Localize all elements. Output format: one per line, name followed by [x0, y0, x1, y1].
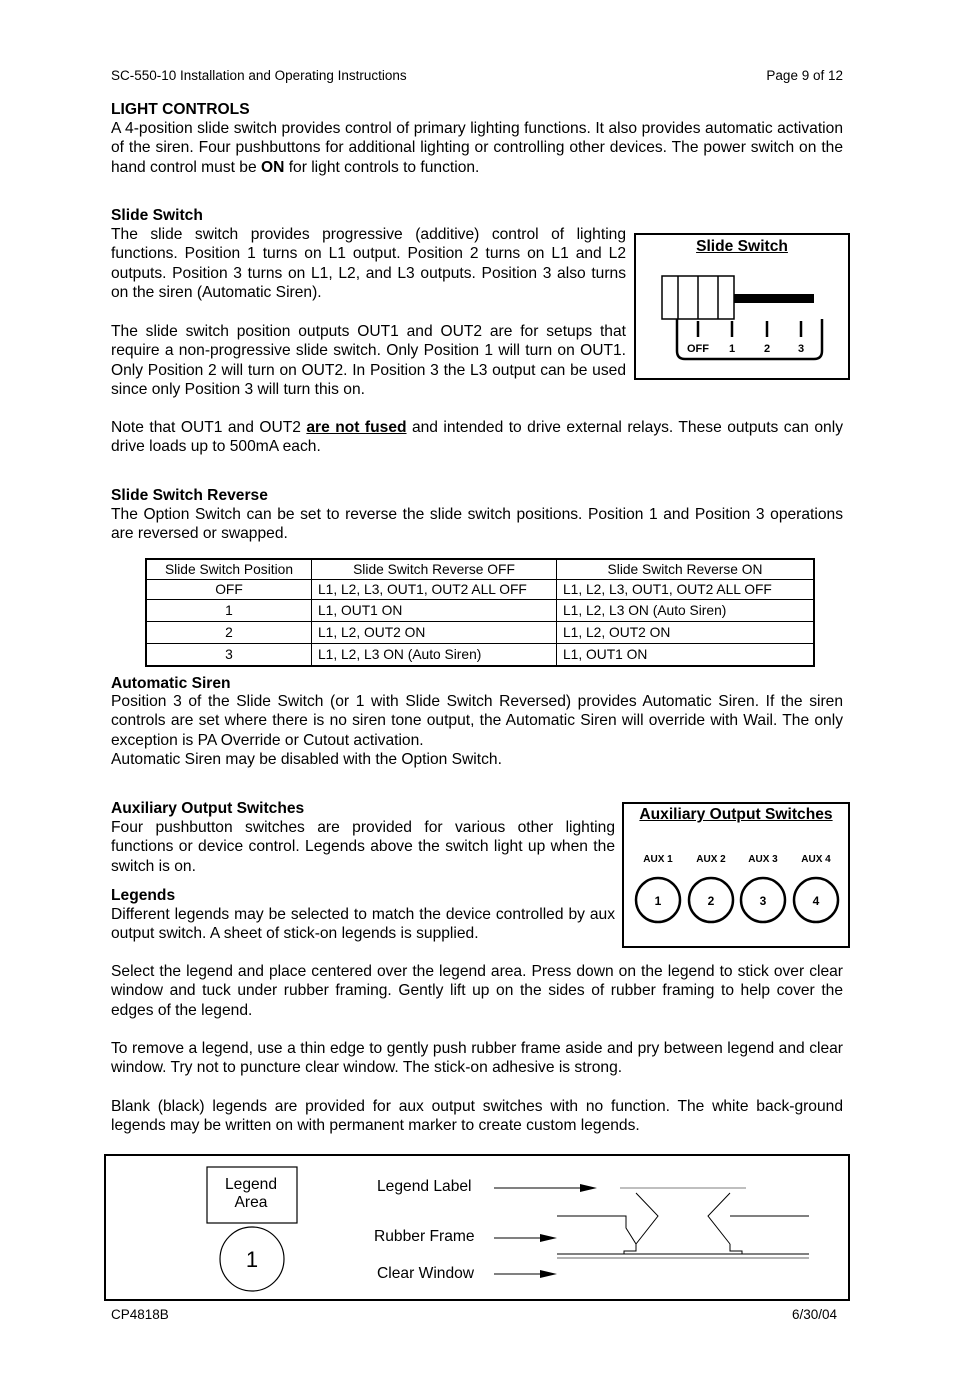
legend-diagram-drawing [106, 1156, 848, 1299]
table-cell: 3 [146, 644, 312, 667]
table-cell: L1, L2, OUT2 ON [557, 622, 815, 644]
aux-button-label-3: 3 [759, 894, 767, 908]
table-row [146, 600, 814, 622]
table-cell: 1 [146, 600, 312, 622]
position-label-off: OFF [687, 343, 709, 355]
light-controls-text: A 4-position slide switch provides control of primary lighting functions. It also provides automatic activation of the siren. Four pushbuttons for additional lighting or controlling other devices. The power switch on the hand control must be ON for light controls to function. [111, 120, 843, 176]
legends-heading: Legends [111, 887, 176, 904]
label-clear-window: Clear Window [377, 1265, 475, 1282]
table-cell: L1, L2, L3 ON (Auto Siren) [557, 600, 815, 622]
document-title: SC-550-10 Installation and Operating Instructions [111, 68, 407, 83]
table-cell: 2 [146, 622, 312, 644]
legend-button-number: 1 [245, 1247, 259, 1272]
table-header: Slide Switch Reverse OFF [312, 559, 557, 580]
slide-reverse-text: The Option Switch can be set to reverse the slide switch positions. Position 1 and Position 3 operations are reversed or swapped. [111, 506, 843, 543]
label-rubber-frame: Rubber Frame [374, 1228, 475, 1245]
table-cell: OFF [146, 580, 312, 600]
table-row [146, 580, 814, 600]
auto-siren-heading: Automatic Siren [111, 675, 231, 692]
auto-siren-text: Position 3 of the Slide Switch (or 1 with Slide Switch Reversed) provides Automatic Siren. If the siren controls are set where there is no siren tone output, the Automatic Siren will override with Wail. The only exception is PA Override or Cutout activation. [111, 693, 843, 749]
aux-label-4: AUX 4 [801, 854, 831, 865]
slide-switch-drawing [636, 235, 848, 378]
light-controls-heading: LIGHT CONTROLS [111, 101, 250, 118]
footer-doc-code: CP4818B [111, 1307, 169, 1322]
legends-text1: Different legends may be selected to match the device controlled by aux output switch. A sheet of stick-on legends is supplied. [111, 906, 615, 943]
table-cell: L1, L2, L3, OUT1, OUT2 ALL OFF [557, 580, 815, 600]
label-legend-label: Legend Label [377, 1178, 472, 1195]
aux-button-label-1: 1 [654, 894, 662, 908]
auto-siren-option: Automatic Siren may be disabled with the Option Switch. [111, 751, 502, 768]
legend-area-line2: Area [234, 1194, 268, 1211]
aux-switches-figure [622, 802, 850, 948]
table-cell: L1, L2, L3, OUT1, OUT2 ALL OFF [312, 580, 557, 600]
legend-diagram [104, 1154, 850, 1301]
legends-text4: Blank (black) legends are provided for aux output switches with no function. The white back-ground legends may be written on with permanent marker to create custom legends. [111, 1098, 843, 1135]
slide-reverse-heading: Slide Switch Reverse [111, 487, 268, 504]
table-row [146, 644, 814, 667]
legends-text2: Select the legend and place centered over the legend area. Press down on the legend to stick over clear window and tuck under rubber framing. Gently lift up on the sides of rubber framing to help cover the edges of the legend. [111, 963, 843, 1019]
slide-switch-heading: Slide Switch [111, 207, 203, 224]
page-number: Page 9 of 12 [766, 68, 843, 83]
aux-figure-title: Auxiliary Output Switches [639, 806, 833, 823]
aux-text: Four pushbutton switches are provided for various other lighting functions or device control. Legends above the switch light up when the switch is on. [111, 819, 615, 875]
position-label-2: 2 [763, 343, 771, 355]
slide-switch-figure-title: Slide Switch [696, 238, 788, 255]
footer-date: 6/30/04 [791, 1307, 837, 1322]
position-label-3: 3 [797, 343, 805, 355]
legends-text3: To remove a legend, use a thin edge to gently push rubber frame aside and pry between legend and clear window. Try not to puncture clear window. The stick-on adhesive is strong. [111, 1040, 843, 1077]
outputs-note: Note that OUT1 and OUT2 are not fused and intended to drive external relays. These outputs can only drive loads up to 500mA each. [111, 419, 843, 456]
table-cell: L1, OUT1 ON [557, 644, 815, 667]
aux-label-1: AUX 1 [643, 854, 673, 865]
table-row [146, 622, 814, 644]
table-header-row [146, 559, 814, 580]
aux-label-3: AUX 3 [748, 854, 778, 865]
table-cell: L1, OUT1 ON [312, 600, 557, 622]
table-cell: L1, L2, OUT2 ON [312, 622, 557, 644]
table-cell: L1, L2, L3 ON (Auto Siren) [312, 644, 557, 667]
aux-button-label-2: 2 [707, 894, 715, 908]
table-header: Slide Switch Reverse ON [557, 559, 815, 580]
slide-switch-para2: The slide switch position outputs OUT1 and OUT2 are for setups that require a non-progressive slide switch. Only Position 1 will turn on OUT1. Only Position 2 will turn on OUT2. In Position 3 the L3 output can be used since only Position 3 will turn this on. [111, 323, 626, 399]
table-header: Slide Switch Position [146, 559, 312, 580]
slide-switch-figure [634, 233, 850, 380]
aux-switches-drawing [624, 804, 848, 946]
aux-button-label-4: 4 [812, 894, 820, 908]
slide-switch-para1: The slide switch provides progressive (additive) control of lighting functions. Position 1 turns on L1 output. Position 2 turns on L1 and L2 outputs. Position 3 turns on L1, L2, and L3 outputs. Position 3 also turns on the siren (Automatic Siren). [111, 226, 626, 302]
aux-heading: Auxiliary Output Switches [111, 800, 305, 817]
legend-area-line1: Legend [224, 1176, 278, 1193]
aux-label-2: AUX 2 [696, 854, 726, 865]
position-label-1: 1 [728, 343, 736, 355]
slide-reverse-table [145, 558, 815, 667]
